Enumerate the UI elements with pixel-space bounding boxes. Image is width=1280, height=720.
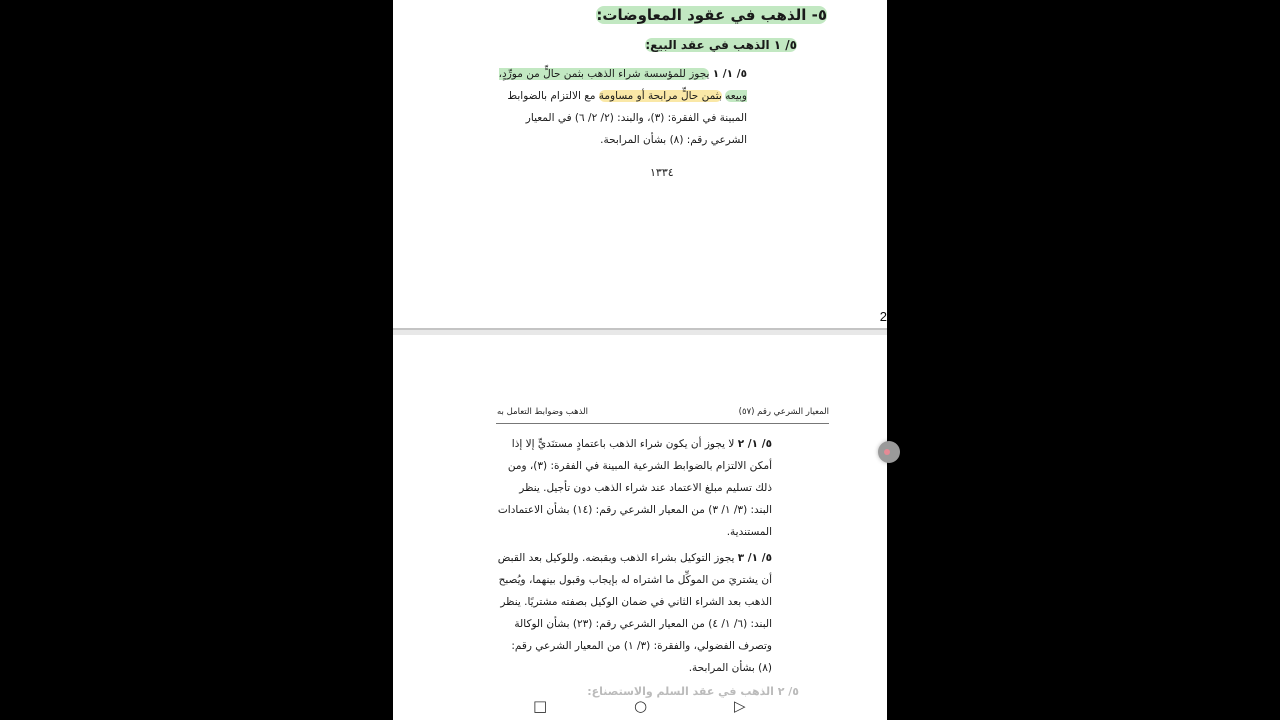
android-nav-bar bbox=[393, 693, 887, 720]
paragraph-5-1-2: ٥/ ١/ ٢ لا يجوز أن يكون شراء الذهب باعتمادٍ مستنَديٍّ إلا إذا أمكن الالتزام بالضوابط الشرعية المبينة في الفقرة: (٣)، ومن ذلك تسليم مبلغ الاعتماد عند شراء الذهب دون تأجيل. ينظر البند: (٣/ ١/ ٣) من المعيار الشرعي رقم: (١٤) بشأن الاعتمادات المستندية. bbox=[497, 438, 772, 538]
subsection-heading: ٥/ ١ الذهب في عقد البيع: bbox=[645, 38, 797, 52]
floating-record-button[interactable] bbox=[878, 441, 900, 463]
section-heading: ٥- الذهب في عقود المعاوضات: bbox=[596, 6, 827, 24]
faded-subheading: ٥/ ٢ الذهب في عقد السلم والاستصناع: bbox=[587, 685, 799, 698]
home-icon[interactable]: ○ bbox=[634, 697, 648, 715]
header-rule bbox=[496, 423, 829, 424]
running-header-left: الذهب وضوابط التعامل به bbox=[497, 407, 588, 417]
page-separator bbox=[393, 328, 887, 335]
recent-apps-icon[interactable]: □ bbox=[533, 697, 548, 715]
document-page-2 bbox=[393, 335, 887, 720]
back-icon[interactable]: ▷ bbox=[734, 697, 746, 715]
pdf-viewer[interactable] bbox=[393, 0, 887, 720]
page-number: ١٣٣٤ bbox=[650, 166, 674, 179]
document-page-1 bbox=[393, 0, 887, 328]
page-indicator: 2 bbox=[879, 309, 887, 324]
record-dot-icon bbox=[884, 449, 890, 455]
running-header-right: المعيار الشرعي رقم (٥٧) bbox=[738, 407, 829, 417]
paragraph-5-1-3: ٥/ ١/ ٣ يجوز التوكيل بشراء الذهب وبقبضه. وللوكيل بعد القبض أن يشتريَ من الموكِّل ما اشتراه له بإيجاب وقبول بينهما، ويُصبح الذهب بعد الشراء الثاني في ضمان الوكيل بصفته مشتريًا. ينظر البند: (٦/ ١/ ٤) من المعيار الشرعي رقم: (٢٣) بشأن الوكالة وتصرف الفضولي، والفقرة: (٣/ ١) من المعيار الشرعي رقم: (٨) بشأن المرابحة. bbox=[497, 552, 772, 674]
paragraph-5-1-1: ٥/ ١/ ١ يجوز للمؤسسة شراء الذهب بثمن حالٍّ من مورِّدٍ، وبيعه بثمن حالٍّ مرابحة أو مساومة مع الالتزام بالضوابط المبينة في الفقرة: (٣)، والبند: (٢/ ٢/ ٦) في المعيار الشرعي رقم: (٨) بشأن المرابحة. bbox=[498, 68, 747, 146]
